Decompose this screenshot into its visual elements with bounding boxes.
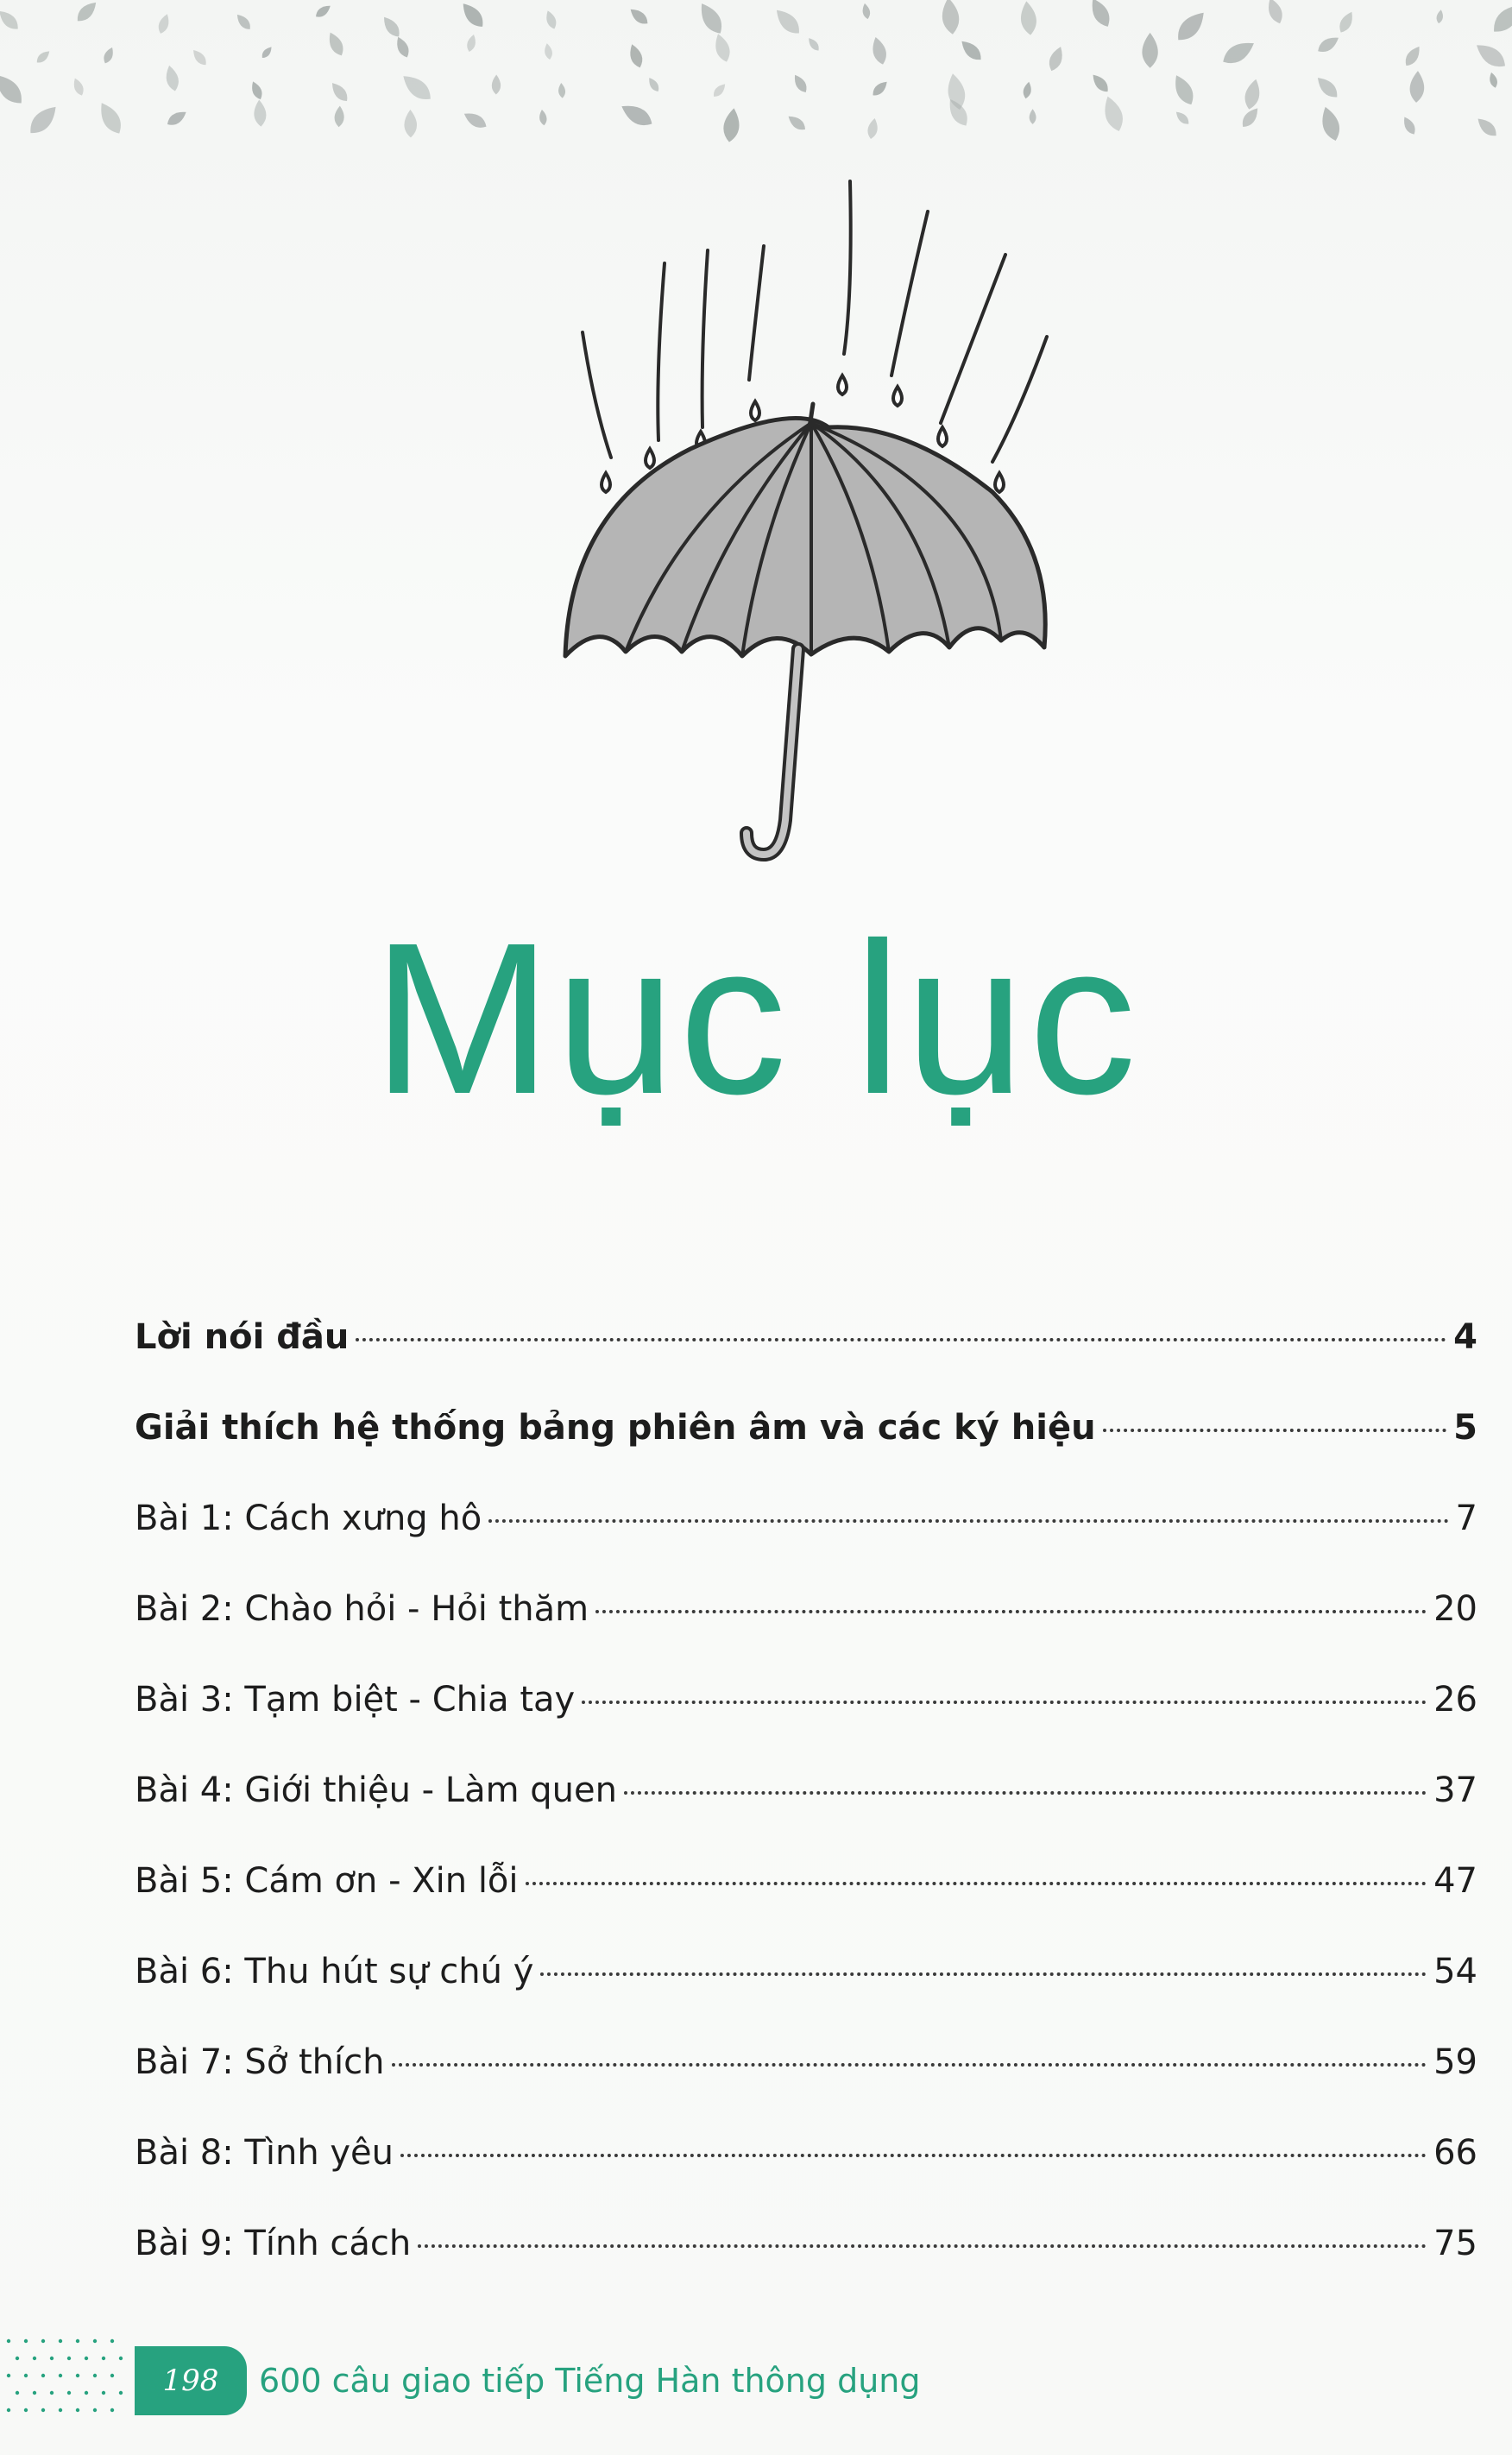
toc-entry: [135, 2042, 1477, 2132]
raindrop-icon: [1488, 72, 1499, 89]
raindrop-icon: [462, 109, 489, 131]
dot: [41, 2374, 45, 2377]
raindrop-icon: [165, 108, 189, 129]
raindrop-icon: [25, 101, 62, 138]
dot-leader: [392, 2063, 1427, 2067]
page-number-badge: 198: [135, 2346, 247, 2415]
toc-entry-title: Bài 9: Tính cách: [135, 2224, 412, 2263]
raindrop-icon: [334, 105, 344, 127]
page-title: Mục lục: [372, 898, 1140, 1139]
raindrop-icon: [618, 99, 656, 130]
raindrop-icon: [558, 83, 565, 98]
raindrop-icon: [465, 34, 477, 53]
raindrop-icon: [861, 3, 872, 20]
toc-entry-page: 26: [1433, 1680, 1477, 1720]
dot-leader: [540, 1972, 1427, 1976]
raindrop-icon: [1336, 9, 1356, 35]
raindrop-icon: [1315, 33, 1342, 55]
raindrop-icon: [1087, 0, 1114, 30]
raindrop-pattern-band: [0, 0, 1512, 147]
raindrop-icon: [627, 5, 651, 28]
toc-entry-page: 59: [1433, 2042, 1477, 2082]
dot-leader: [595, 1610, 1427, 1613]
dot: [7, 2339, 10, 2343]
raindrop-icon: [35, 48, 52, 66]
raindrop-icon: [1238, 105, 1262, 130]
raindrop-icon: [1402, 43, 1423, 68]
toc-entry-title: Giải thích hệ thống bảng phiên âm và các ký hiệu: [135, 1408, 1096, 1448]
toc-entry-title: Bài 1: Cách xưng hô: [135, 1499, 482, 1538]
raindrop-icon: [1219, 36, 1257, 68]
table-of-contents: [135, 1316, 1477, 2313]
raindrop-icon: [156, 13, 172, 35]
raindrop-icon: [940, 0, 961, 35]
raindrop-icon: [772, 5, 804, 38]
dot: [76, 2339, 79, 2343]
dot: [41, 2339, 45, 2343]
dot: [50, 2391, 54, 2395]
toc-entry-page: 20: [1433, 1589, 1477, 1629]
raindrop-icon: [1314, 73, 1341, 101]
dot: [24, 2408, 28, 2412]
dot: [59, 2339, 62, 2343]
raindrop-icon: [1401, 115, 1418, 136]
toc-entry-page: 47: [1433, 1861, 1477, 1901]
dot: [16, 2391, 19, 2395]
dot-leader: [1103, 1429, 1447, 1432]
raindrop-icon: [73, 0, 100, 25]
raindrop-icon: [539, 109, 548, 125]
dot: [16, 2357, 19, 2360]
raindrop-icon: [1142, 33, 1157, 68]
raindrop-icon: [325, 30, 347, 59]
raindrop-icon: [958, 37, 986, 64]
raindrop-icon: [1089, 72, 1112, 95]
dot: [85, 2357, 88, 2360]
dot: [93, 2408, 97, 2412]
raindrop-icon: [1172, 7, 1210, 46]
dot-leader: [418, 2244, 1427, 2248]
raindrop-icon: [95, 99, 126, 138]
toc-entry-page: 37: [1433, 1770, 1477, 1810]
toc-entry-page: 4: [1453, 1317, 1477, 1357]
toc-entry-page: 54: [1433, 1952, 1477, 1991]
dot: [110, 2339, 114, 2343]
dot: [50, 2357, 54, 2360]
raindrop-icon: [249, 79, 264, 101]
raindrop-icon: [695, 0, 727, 38]
dot-leader: [400, 2154, 1427, 2157]
raindrop-icon: [1474, 115, 1500, 140]
toc-entry: [135, 2223, 1477, 2313]
raindrop-icon: [1018, 0, 1037, 35]
dot: [67, 2357, 71, 2360]
raindrop-icon: [544, 9, 558, 31]
dot: [59, 2408, 62, 2412]
toc-entry-title: Bài 5: Cám ơn - Xin lỗi: [135, 1861, 519, 1901]
raindrop-icon: [1174, 109, 1192, 126]
raindrop-icon: [0, 69, 28, 109]
raindrop-icon: [1169, 72, 1198, 108]
dot-pattern: [0, 2331, 129, 2426]
raindrop-icon: [71, 77, 85, 98]
raindrop-icon: [866, 117, 879, 140]
dot-leader: [488, 1519, 1448, 1523]
dot: [33, 2357, 36, 2360]
raindrop-icon: [1046, 45, 1066, 73]
toc-entry-page: 75: [1433, 2224, 1477, 2263]
toc-entry: [135, 2132, 1477, 2223]
raindrop-icon: [712, 32, 733, 64]
toc-entry-title: Bài 4: Giới thiệu - Làm quen: [135, 1770, 617, 1810]
raindrop-icon: [1435, 9, 1444, 24]
dot: [7, 2408, 10, 2412]
raindrop-icon: [785, 112, 808, 133]
raindrop-icon: [1022, 81, 1032, 99]
toc-entry: [135, 1588, 1477, 1679]
toc-entry-title: Bài 7: Sở thích: [135, 2042, 385, 2082]
dot: [76, 2408, 79, 2412]
raindrop-icon: [234, 12, 253, 33]
toc-entry: [135, 1770, 1477, 1860]
dot-leader: [624, 1791, 1427, 1795]
dot: [119, 2391, 123, 2395]
dot: [24, 2339, 28, 2343]
dot: [7, 2374, 10, 2377]
umbrella-canopy: [565, 418, 1045, 656]
raindrop-icon: [253, 99, 267, 127]
raindrop-icon: [394, 35, 412, 59]
dot: [102, 2357, 105, 2360]
raindrop-icon: [627, 42, 646, 69]
raindrop-icon: [1318, 104, 1344, 143]
toc-entry: [135, 1679, 1477, 1770]
raindrop-icon: [1099, 94, 1126, 134]
raindrop-icon: [646, 76, 661, 94]
toc-entry: [135, 1951, 1477, 2042]
dot: [110, 2408, 114, 2412]
raindrop-icon: [190, 47, 209, 68]
raindrop-icon: [791, 73, 810, 95]
toc-entry-page: 7: [1455, 1499, 1477, 1538]
raindrop-icon: [313, 3, 332, 20]
raindrop-icon: [544, 42, 554, 60]
toc-entry-title: Bài 2: Chào hỏi - Hỏi thăm: [135, 1589, 589, 1629]
raindrop-icon: [721, 107, 741, 143]
toc-entry: [135, 1860, 1477, 1951]
raindrop-icon: [328, 79, 351, 104]
dot: [59, 2374, 62, 2377]
raindrop-icon: [458, 0, 488, 31]
book-title-footer: 600 câu giao tiếp Tiếng Hàn thông dụng: [259, 2362, 921, 2400]
dot: [33, 2391, 36, 2395]
toc-entry-title: Bài 6: Thu hút sự chú ý: [135, 1952, 534, 1991]
raindrop-icon: [1472, 39, 1510, 73]
raindrop-icon: [102, 46, 117, 65]
raindrop-icon: [1488, 0, 1512, 38]
raindrop-icon: [398, 70, 435, 105]
raindrop-icon: [870, 79, 890, 98]
toc-entry-page: 66: [1433, 2133, 1477, 2173]
toc-entry-page: 5: [1453, 1408, 1477, 1448]
dot: [41, 2408, 45, 2412]
raindrop-icon: [806, 36, 822, 54]
dot: [110, 2374, 114, 2377]
raindrop-icon: [1264, 0, 1286, 26]
toc-entry: [135, 1407, 1477, 1498]
dot: [102, 2391, 105, 2395]
toc-entry-title: Bài 3: Tạm biệt - Chia tay: [135, 1680, 576, 1720]
raindrop-icon: [0, 7, 22, 33]
raindrop-icon: [163, 64, 180, 92]
dot: [93, 2339, 97, 2343]
raindrop-icon: [492, 74, 501, 94]
dot-leader: [356, 1338, 1446, 1341]
toc-entry: [135, 1316, 1477, 1407]
dot-leader: [582, 1701, 1427, 1704]
raindrop-icon: [711, 81, 728, 98]
raindrop-icon: [380, 14, 403, 40]
raindrop-icon: [869, 35, 889, 66]
toc-entry: [135, 1498, 1477, 1588]
dot-leader: [526, 1882, 1427, 1885]
dot: [76, 2374, 79, 2377]
dot: [93, 2374, 97, 2377]
toc-entry-title: Bài 8: Tình yêu: [135, 2133, 394, 2173]
raindrop-icon: [404, 110, 417, 138]
dot: [119, 2357, 123, 2360]
toc-entry-title: Lời nói đầu: [135, 1317, 350, 1357]
dot: [67, 2391, 71, 2395]
raindrop-icon: [260, 45, 274, 60]
umbrella-illustration: [535, 164, 1062, 889]
raindrop-icon: [1242, 78, 1263, 111]
raindrop-icon: [1030, 109, 1036, 124]
dot: [85, 2391, 88, 2395]
raindrop-icon: [1409, 71, 1425, 104]
dot: [24, 2374, 28, 2377]
